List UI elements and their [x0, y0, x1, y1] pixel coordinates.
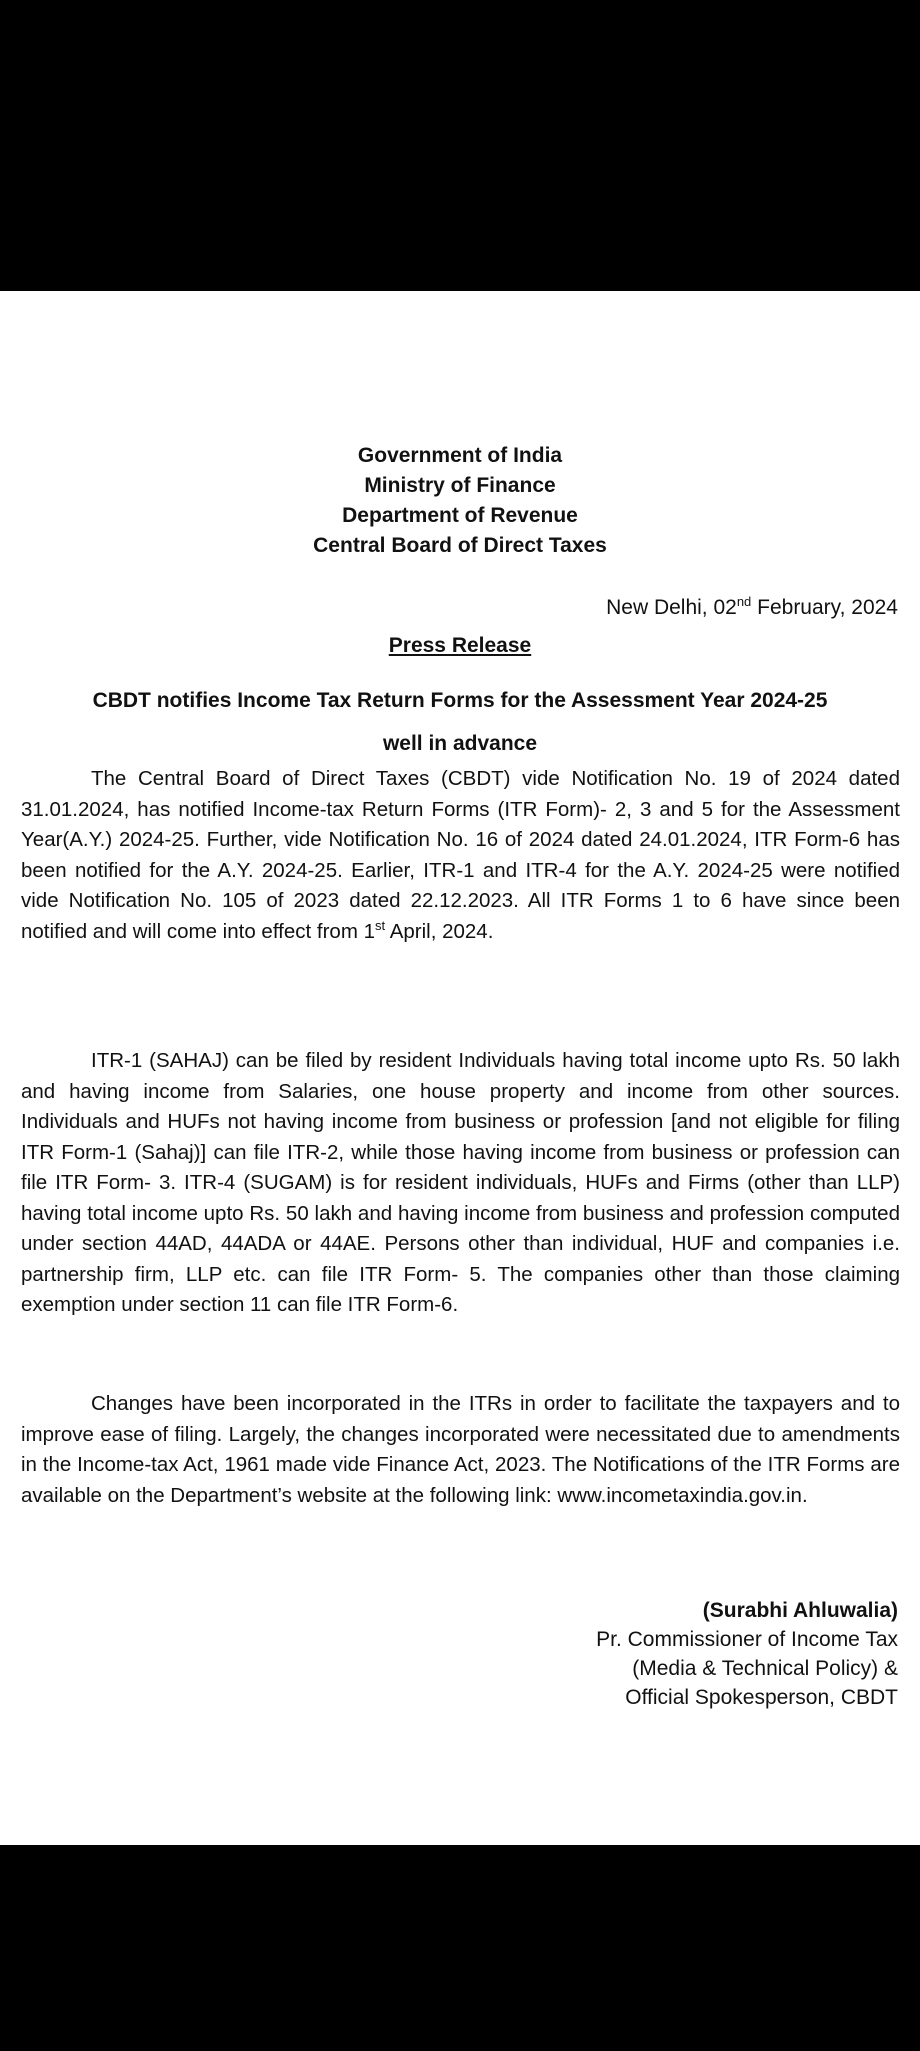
subject-heading: [40, 679, 880, 765]
dateline: [606, 594, 898, 620]
dateline-suffix: February, 2024: [751, 596, 898, 619]
paragraph-notification: [21, 764, 900, 947]
paragraph-itr-forms: ITR-1 (SAHAJ) can be filed by resident Individuals having total income upto Rs. 50 lakh and having income from Salaries, one house property and income from other sources. Individuals and HUFs not having income from business or profession [and not eligible for filing ITR Form-1 (Sahaj)] can file ITR-2, while those having income from business or profession can file ITR Form- 3. ITR-4 (SUGAM) is for resident individuals, HUFs and Firms (other than LLP) having total income upto Rs. 50 lakh and having income from business and profession computed under section 44AD, 44ADA or 44AE. Persons other than individual, HUF and companies i.e. partnership firm, LLP etc. can file ITR Form- 5. The companies other than those claiming exemption under section 11 can file ITR Form-6.: [21, 1049, 900, 1316]
paragraph-1-end: April, 2024.: [385, 919, 494, 943]
letterhead-line-government: Government of India: [357, 444, 563, 467]
signatory-name: (Surabhi Ahluwalia): [702, 1599, 898, 1622]
subject-line-2: well in advance: [382, 732, 538, 755]
signatory-title-3: Official Spokesperson, CBDT: [625, 1686, 898, 1709]
paragraph-changes: Changes have been incorporated in the ITRs in order to facilitate the taxpayers and to improve ease of filing. Largely, the changes incorporated were necessitated due to amendments in the Income-tax Act, 1961 made vide Finance Act, 2023. The Notifications of the ITR Forms are available on the Department’s website at the following link: www.incometaxindia.gov.in.: [21, 1392, 900, 1507]
top-black-bar: [0, 0, 920, 291]
dateline-prefix: New Delhi, 02: [606, 596, 737, 619]
bottom-black-bar: [0, 1845, 920, 2051]
press-release-heading: Press Release: [388, 634, 532, 657]
subject-line-1: CBDT notifies Income Tax Return Forms for the Assessment Year 2024-25: [92, 689, 828, 712]
paragraph-1-superscript: st: [375, 917, 386, 933]
signature-block: [596, 1596, 898, 1712]
letterhead-line-board: Central Board of Direct Taxes: [313, 534, 607, 557]
signatory-title-2: (Media & Technical Policy) &: [632, 1657, 898, 1680]
dateline-superscript: nd: [736, 594, 752, 609]
letterhead-line-department: Department of Revenue: [342, 504, 578, 527]
letterhead: [0, 441, 920, 561]
letterhead-line-ministry: Ministry of Finance: [364, 474, 556, 497]
paragraph-1-text: The Central Board of Direct Taxes (CBDT) vide Notification No. 19 of 2024 dated 31.01.2024, has notified Income-tax Return Forms (ITR Form)- 2, 3 and 5 for the Assessment Year(A.Y.) 2024-25. Further, vide Notification No. 16 of 2024 dated 24.01.2024, ITR Form-6 has been notified for the A.Y. 2024-25. Earlier, ITR-1 and ITR-4 for the A.Y. 2024-25 were notified vide Notification No. 105 of 2023 dated 22.12.2023. All ITR Forms 1 to 6 have since been notified and will come into effect from 1: [21, 767, 900, 943]
signatory-title-1: Pr. Commissioner of Income Tax: [596, 1628, 898, 1651]
document-page: [0, 291, 920, 1845]
